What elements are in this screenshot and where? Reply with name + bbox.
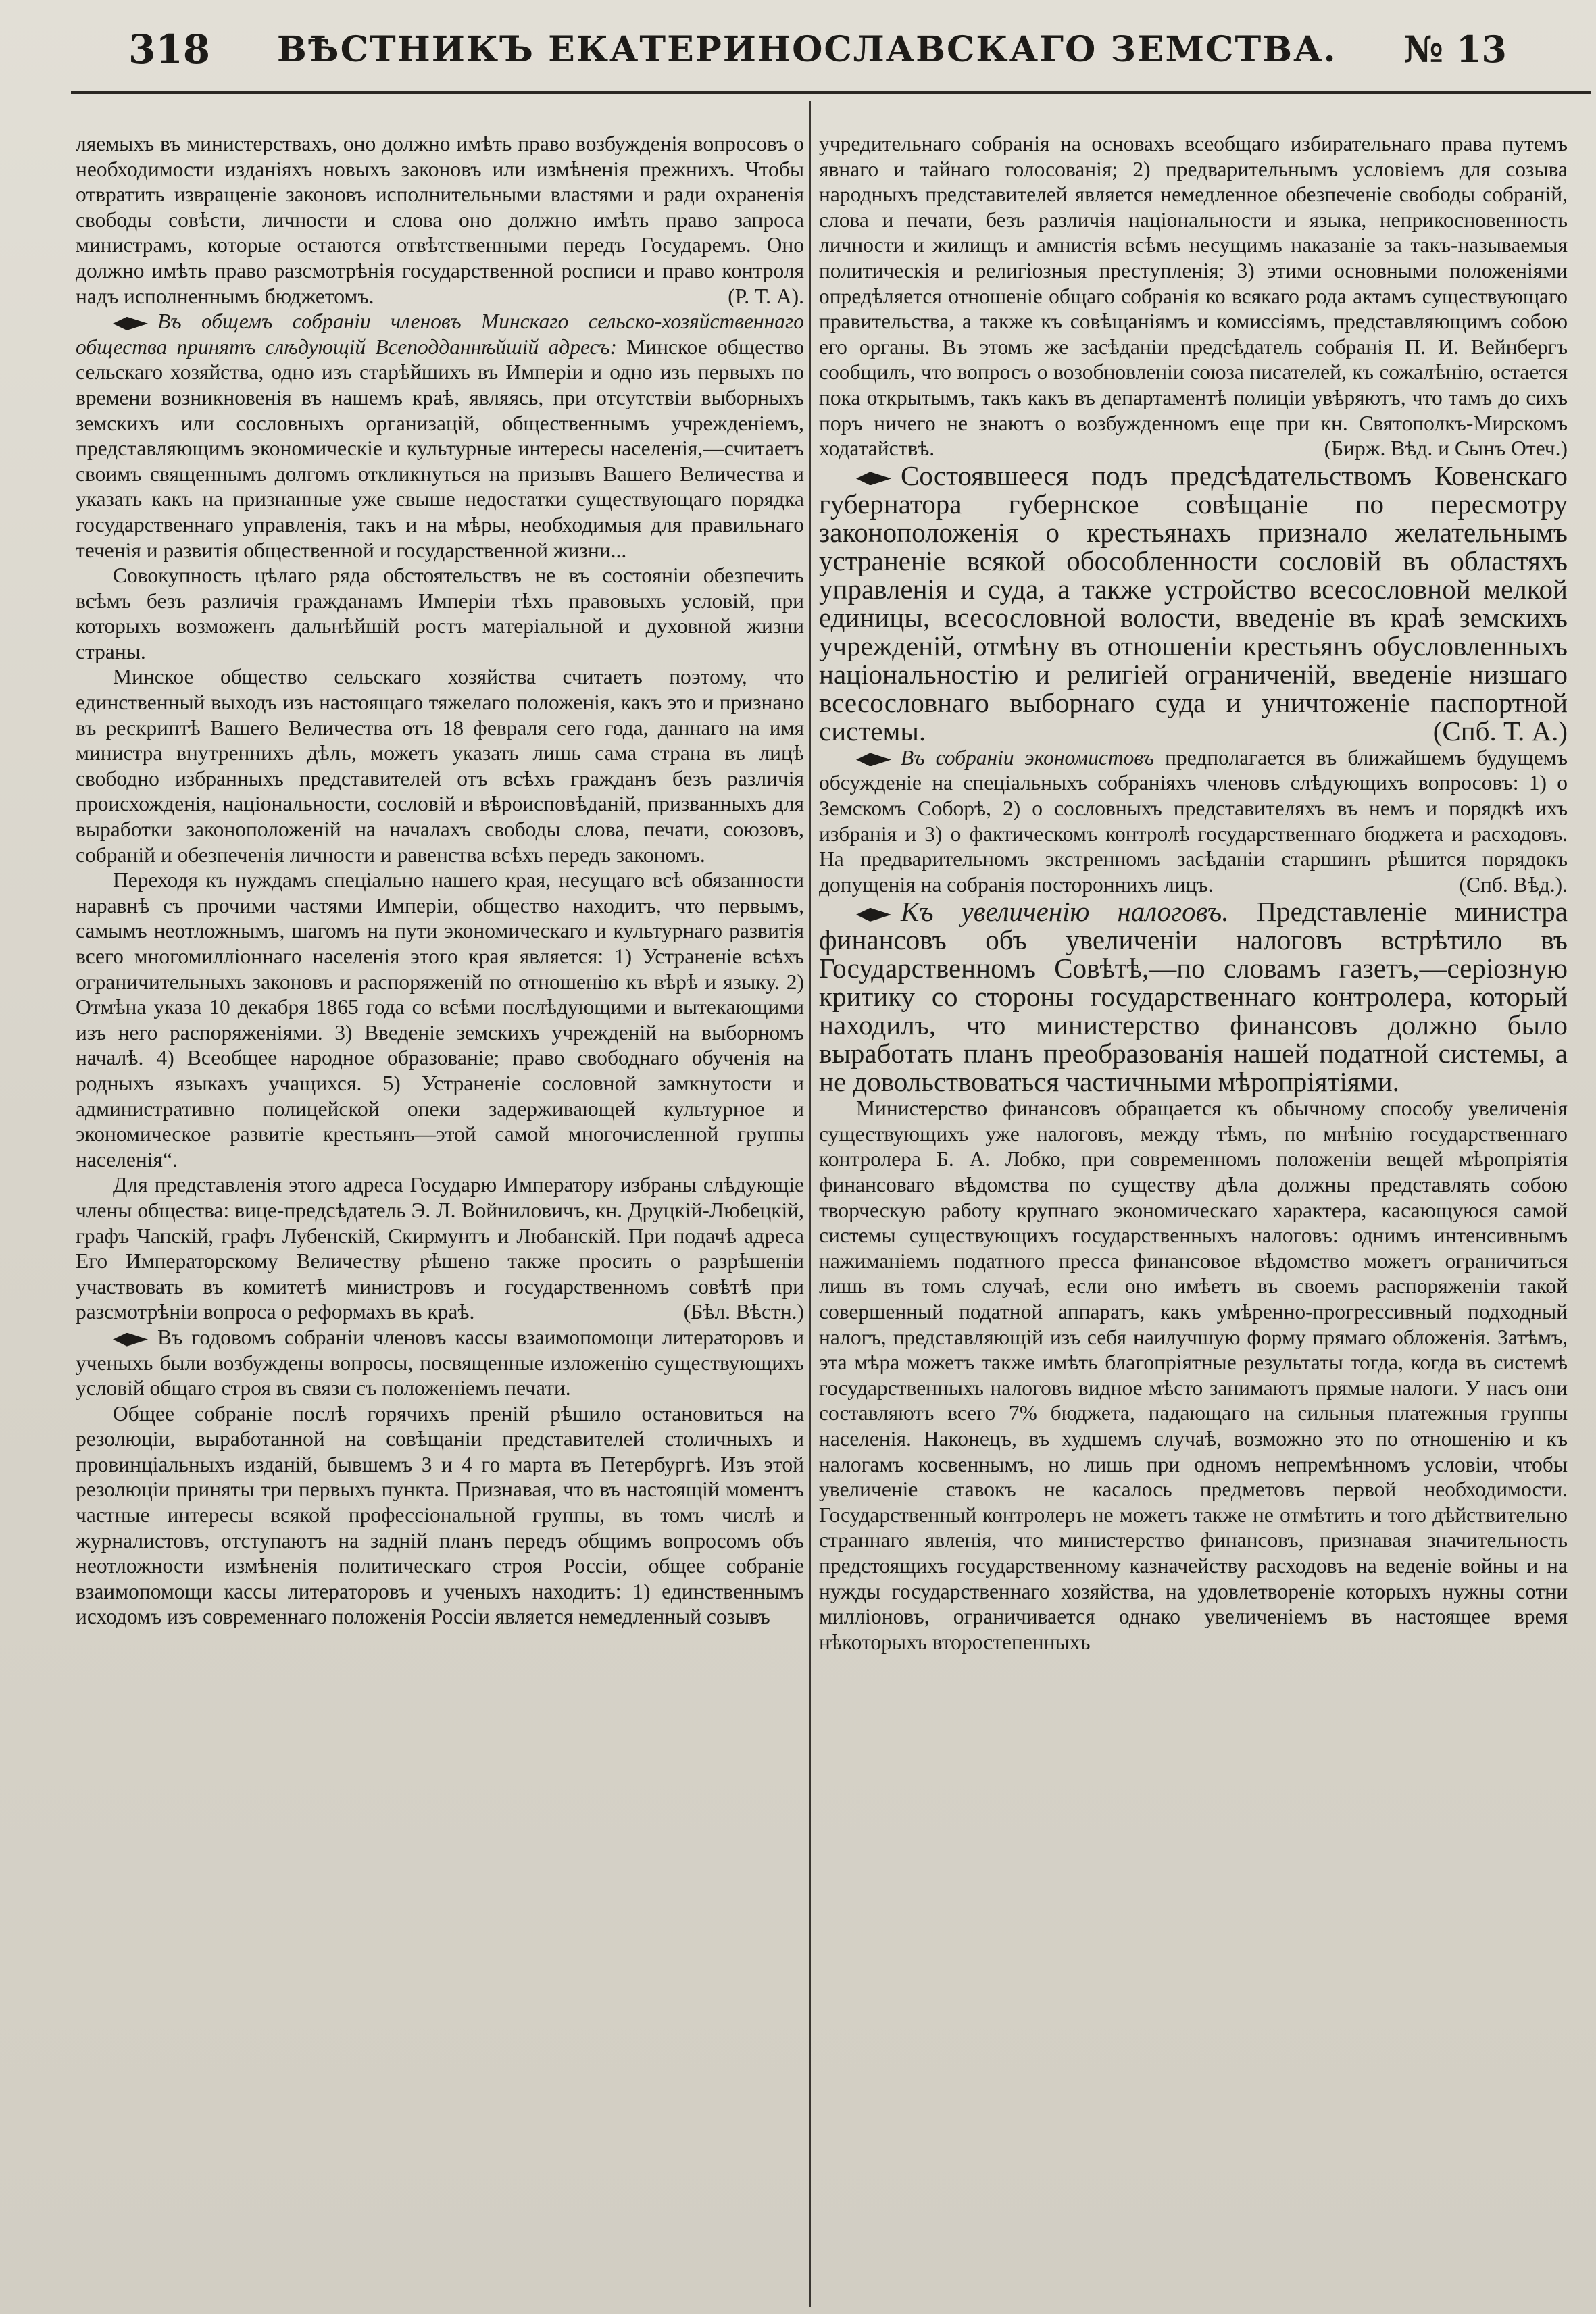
article-paragraph-large: Состоявшееся подъ предсѣдательствомъ Ковенскаго губернатора губернское совѣщаніе по пересмотру законоположенія о крестьянахъ признало желательнымъ устраненіе всякой обособленности сословій въ областяхъ управленія и суда, а также устройство всесословной мелкой единицы, всесословной волости, введеніе въ краѣ земскихъ учрежденій, отмѣну въ отношеніи крестьянъ обусловленныхъ національностію и религіей ограниченій, введеніе низшаго всесословнаго выборнаго суда и уничтоженіе паспортной системы. (Спб. Т. А.) (819, 459, 1568, 747)
article-lead: Къ увеличенію налоговъ. (901, 896, 1229, 928)
right-column (819, 131, 1568, 2300)
left-column (76, 131, 804, 2300)
article-paragraph: Въ собраніи экономистовъ предполагается въ ближайшемъ будущемъ обсужденіе на спеціальныхъ собраніяхъ членовъ слѣдующихъ вопросовъ: 1) о Земскомъ Соборѣ, 2) о сословныхъ представителяхъ въ немъ и порядкѣ ихъ избранія и 3) о фактическомъ контролѣ государственнаго бюджета и расходовъ. На предварительномъ экстренномъ засѣданіи старшинъ рѣшится порядокъ допущенія на собранія постороннихъ лицъ. (Спб. Вѣд.). (819, 745, 1568, 897)
article-paragraph: Минское общество сельскаго хозяйства считаетъ поэтому, что единственный выходъ изъ настоящаго тяжелаго положенія, какъ это и признано въ рескриптѣ Вашего Величества отъ 18 февраля сего года, даннаго на имя министра внутреннихъ дѣлъ, можетъ указать лишь сама страна въ лицѣ свободно избранныхъ представителей отъ всѣхъ гражданъ безъ различія происхожденія, національности, сословій и вѣроисповѣданій, призванныхъ для выработки законоположеній на началахъ свободы слова, печати, союзовъ, собраній и обезпеченія личности и равенства всѣхъ передъ закономъ. (76, 665, 804, 867)
page-header (128, 19, 1507, 80)
article-paragraph-large: Къ увеличенію налоговъ. Представленіе министра финансовъ объ увеличеніи налоговъ встрѣтило въ Государственномъ Совѣтѣ,—по словамъ газетъ,—серіозную критику со стороны государственнаго контролера, который находилъ, что министерство финансовъ должно было выработать планъ преобразованія нашей податной системы, а не довольствоваться частичными мѣропріятіями. (819, 896, 1568, 1098)
article-paragraph: учредительнаго собранія на основахъ всеобщаго избирательнаго права путемъ явнаго и тайнаго голосованія; 2) предварительнымъ условіемъ для созыва народныхъ представителей является немедленное обезпеченіе свободы собраній, слова и печати, безъ различія національности и языка, неприкосновенность личности и жилищъ и амнистія всѣмъ несущимъ наказаніе за такъ-называемыя политическія и религіозныя преступленія; 3) этими основными положеніями опредѣляется отношеніе общаго собранія ко всякаго рода актамъ существующаго правительства, а также къ совѣщаніямъ и комиссіямъ, представляющимъ собою его органы. Въ этомъ же засѣданіи предсѣдатель собранія П. И. Вейнбергъ сообщилъ, что вопросъ о возобновленіи союза писателей, къ сожалѣнію, остается пока открытымъ, такъ какъ въ департаментѣ полиціи увѣряютъ, что тамъ до сихъ поръ ничего не знаютъ о возбужденномъ еще при кн. Святополкъ-Мирскомъ ходатайствѣ. (Бирж. Вѣд. и Сынъ Отеч.) (819, 132, 1568, 461)
article-paragraph: Въ общемъ собраніи членовъ Минскаго сельско-хозяйственнаго общества принятъ слѣдующій Всеподданнѣйшій адресъ: Минское общество сельскаго хозяйства, одно изъ старѣйшихъ въ Имперіи и одно изъ первыхъ по времени возникновенія въ нашемъ краѣ, являясь, при отсутствіи выборныхъ земскихъ или сословныхъ организацій, общественнымъ учрежденіемъ, представляющимъ экономическіе и культурные интересы населенія,—считаетъ своимъ священнымъ долгомъ откликнуться на призывъ Вашего Величества и указать какъ на признанные уже свыше недостатки существующаго порядка государственнаго управленія, такъ и на мѣры, необходимыя для правильнаго теченія и развитія общественной и государственной жизни... (76, 309, 804, 562)
article-paragraph: Совокупность цѣлаго ряда обстоятельствъ не въ состояніи обезпечить всѣмъ безъ различія гражданамъ Имперіи тѣхъ правовыхъ условій, при которыхъ возможенъ дальнѣйшій ростъ матеріальной и духовной жизни страны. (76, 563, 804, 663)
section-marker-icon (856, 908, 891, 922)
page-number: 318 (128, 26, 211, 72)
article-lead: Въ общемъ собраніи членовъ Минскаго сельско-хозяйственнаго общества принятъ слѣдующій Всеподданнѣйшій адресъ: (76, 309, 804, 359)
journal-title: ВѢСТНИКЪ ЕКАТЕРИНОСЛАВСКАГО ЗЕМСТВА. (276, 28, 1337, 70)
article-paragraph: Министерство финансовъ обращается къ обычному способу увеличенія существующихъ уже налоговъ, между тѣмъ, по мнѣнію государственнаго контролера Б. А. Лобко, при современномъ положеніи вещей мѣропріятія финансоваго вѣдомства по существу дѣла должны представлять собою творческую работу крупнаго экономическаго характера, касающуюся самой системы существующихъ государственныхъ налоговъ: однимъ интенсивнымъ нажиманіемъ податного пресса финансовое вѣдомство можетъ ограничиться лишь въ томъ случаѣ, если оно имѣетъ въ своемъ распоряженіи такой совершенный податной аппаратъ, какъ умѣренно-прогрессивный подходный налогъ, представляющій изъ себя наилучшую форму прямаго обложенія. Затѣмъ, эта мѣра можетъ также имѣть благопріятные результаты тогда, когда въ системѣ государственныхъ налоговъ видное мѣсто занимаютъ прямые налоги. У насъ они составляютъ всего 7% бюджета, падающаго на сильныя платежныя группы населенія. Наконецъ, въ худшемъ случаѣ, возможно это по отношенію и къ налогамъ косвеннымъ, но лишь при одномъ непремѣнномъ условіи, чтобы увеличеніе ставокъ не касалось предметовъ первой необходимости. Государственный контролеръ не можетъ также не отмѣтить и того дѣйствительно страннаго явленія, что министерство финансовъ, признавая значительность предстоящихъ государственному казначейству расходовъ на веденіе войны и на нужды государственнаго хозяйства, на удовлетвореніе которыхъ нужны сотни милліоновъ, ограничивается однако увеличеніемъ въ настоящее время нѣкоторыхъ второстепенныхъ (819, 1097, 1568, 1654)
article-paragraph: Переходя къ нуждамъ спеціально нашего края, несущаго всѣ обязанности наравнѣ съ прочими частями Имперіи, общество находитъ, что первымъ, самымъ неотложнымъ, шагомъ на пути экономическаго и культурнаго развитія всего многомилліоннаго населенія этого края является: 1) Устраненіе всѣхъ ограничительныхъ законовъ и распоряженій по отношенію къ вѣрѣ и языку. 2) Отмѣна указа 10 декабря 1865 года со всѣми послѣдующими и вытекающими изъ него распоряженіями. 3) Введеніе земскихъ учрежденій на выборномъ началѣ. 4) Всеобщее народное образованіе; право свободнаго обученія на родныхъ языкахъ учащихся. 5) Устраненіе сословной замкнутости и административно полицейской опеки задерживающей культурное и экономическое развитіе крестьянъ—этой самой многочисленной группы населенія“. (76, 868, 804, 1172)
source-citation: (Р. Т. А). (728, 284, 804, 308)
article-paragraph: Для представленія этого адреса Государю Императору избраны слѣдующіе члены общества: вице-предсѣдатель Э. Л. Войниловичъ, кн. Друцкій-Любецкій, графъ Чапскій, графъ Лубенскій, Скирмунтъ и Любанскій. При подачѣ адреса Его Императорскому Величеству рѣшено также просить о разрѣшеніи участвовать въ комитетѣ министровъ и государственномъ совѣтѣ при разсмотрѣніи вопроса о реформахъ въ краѣ. (Бѣл. Вѣстн.) (76, 1173, 804, 1324)
section-marker-icon (113, 1333, 148, 1347)
source-citation: (Бирж. Вѣд. и Сынъ Отеч.) (1324, 436, 1568, 461)
section-marker-icon (113, 317, 148, 330)
article-paragraph: Въ годовомъ собраніи членовъ кассы взаимопомощи литераторовъ и ученыхъ были возбуждены вопросы, посвященные изложенію существующихъ условій общаго строя въ связи съ положеніемъ печати. (76, 1325, 804, 1401)
article-lead: Въ собраніи экономистовъ (901, 745, 1155, 770)
issue-number: № 13 (1403, 28, 1507, 71)
column-divider (809, 101, 811, 2307)
source-citation: (Спб. Вѣд.). (1459, 872, 1568, 897)
article-paragraph: Общее собраніе послѣ горячихъ преній рѣшило остановиться на резолюціи, выработанной на совѣщаніи представителей столичныхъ и провинціальныхъ изданій, бывшемъ 3 и 4 го марта въ Петербургѣ. Изъ этой резолюціи приняты три первыхъ пункта. Признавая, что въ настоящій моментъ частные интересы всякой профессіональной группы, въ томъ числѣ и журналистовъ, отступаютъ на задній планъ передъ общимъ вопросомъ объ неотложности измѣненія политическаго строя Россіи, общее собраніе взаимопомощи кассы литераторовъ и ученыхъ находитъ: 1) единственнымъ исходомъ изъ современнаго положенія Россіи является немедленный созывъ (76, 1401, 804, 1629)
section-marker-icon (856, 472, 891, 485)
article-paragraph: ляемыхъ въ министерствахъ, оно должно имѣть право возбужденія вопросовъ о необходимости изданіяхъ новыхъ законовъ или измѣненія прежнихъ. Чтобы отвратить извращеніе законовъ исполнительными властями и ради охраненія свободы совѣсти, личности и слова оно должно имѣть право запроса министрамъ, которые остаются отвѣтственными передъ Государемъ. Оно должно имѣть право разсмотрѣнія государственной росписи и право контроля надъ исполненнымъ бюджетомъ. (Р. Т. А). (76, 132, 804, 308)
section-marker-icon (856, 753, 891, 766)
source-citation: (Бѣл. Вѣстн.) (683, 1300, 804, 1324)
source-citation: (Спб. Т. А.) (1432, 715, 1568, 747)
header-rule (71, 91, 1591, 94)
